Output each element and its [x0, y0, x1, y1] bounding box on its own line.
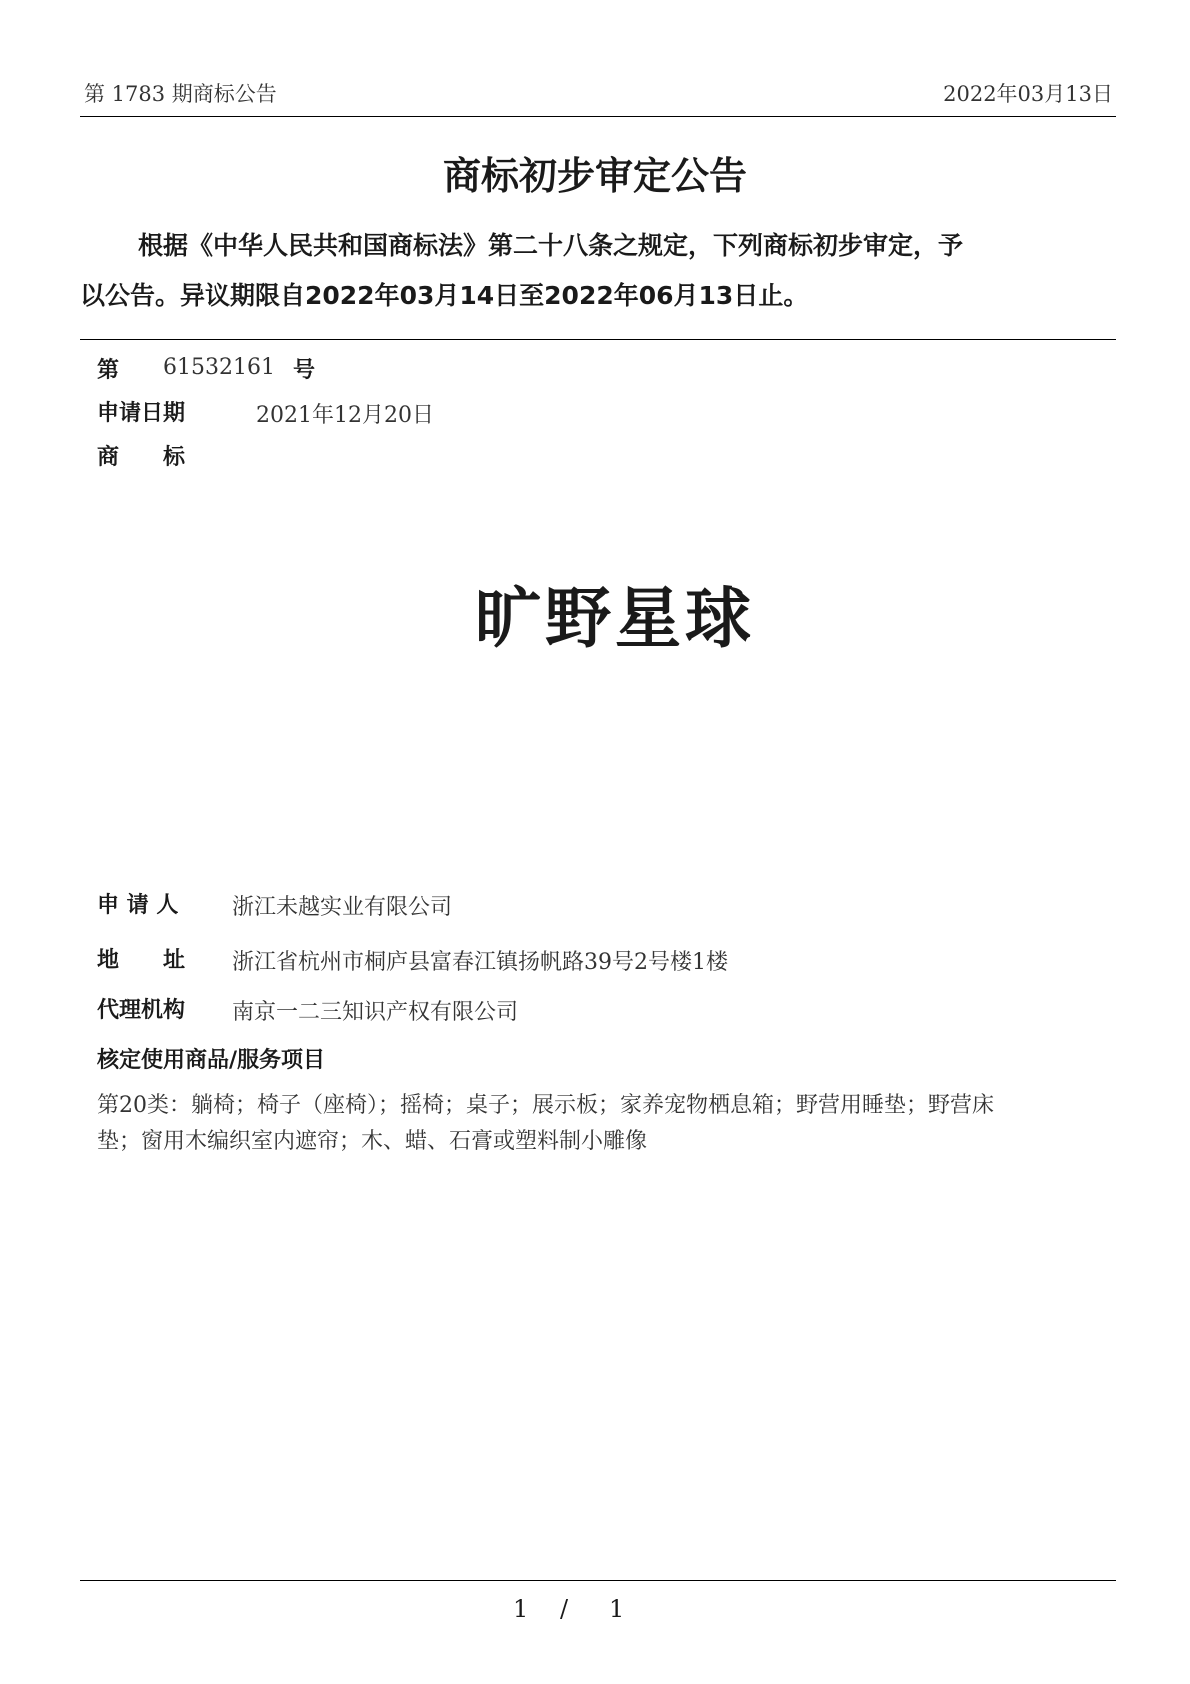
agent-label: 代理机构 [97, 998, 186, 1023]
application-date-value: 2021年12月20日 [256, 403, 434, 428]
page-total: 1 [609, 1595, 625, 1623]
footer-divider [80, 1580, 1116, 1581]
address-value: 浙江省杭州市桐庐县富春江镇扬帆路39号2号楼1楼 [232, 950, 728, 975]
goods-services-label: 核定使用商品/服务项目 [97, 1048, 326, 1073]
registration-no-value: 61532161 [163, 355, 275, 380]
registration-no-prefix: 第 [97, 358, 120, 383]
application-date-label: 申请日期 [97, 401, 186, 426]
page-title: 商标初步审定公告 [442, 154, 747, 198]
page-current: 1 [513, 1595, 529, 1623]
trademark-label: 商 标 [97, 445, 186, 470]
agent-value: 南京一二三知识产权有限公司 [232, 1000, 519, 1025]
intro-divider [80, 339, 1116, 340]
applicant-label: 申 请 人 [97, 893, 179, 918]
registration-no-suffix: 号 [293, 358, 316, 383]
page-separator: / [560, 1595, 569, 1623]
issue-number: 第 1783 期商标公告 [84, 82, 277, 106]
issue-date: 2022年03月13日 [943, 82, 1113, 106]
intro-line-2: 以公告。异议期限自2022年03月14日至2022年06月13日止。 [80, 281, 809, 310]
address-label: 地 址 [97, 948, 186, 973]
trademark-text: 旷野星球 [475, 580, 755, 657]
goods-services-line-1: 第20类：躺椅；椅子（座椅）；摇椅；桌子；展示板；家养宠物栖息箱；野营用睡垫；野营床 [97, 1093, 994, 1118]
intro-line-1: 根据《中华人民共和国商标法》第二十八条之规定，下列商标初步审定，予 [138, 231, 964, 260]
goods-services-line-2: 垫；窗用木编织室内遮帘；木、蜡、石膏或塑料制小雕像 [97, 1129, 648, 1154]
header-divider [80, 116, 1116, 117]
applicant-value: 浙江未越实业有限公司 [232, 895, 453, 920]
